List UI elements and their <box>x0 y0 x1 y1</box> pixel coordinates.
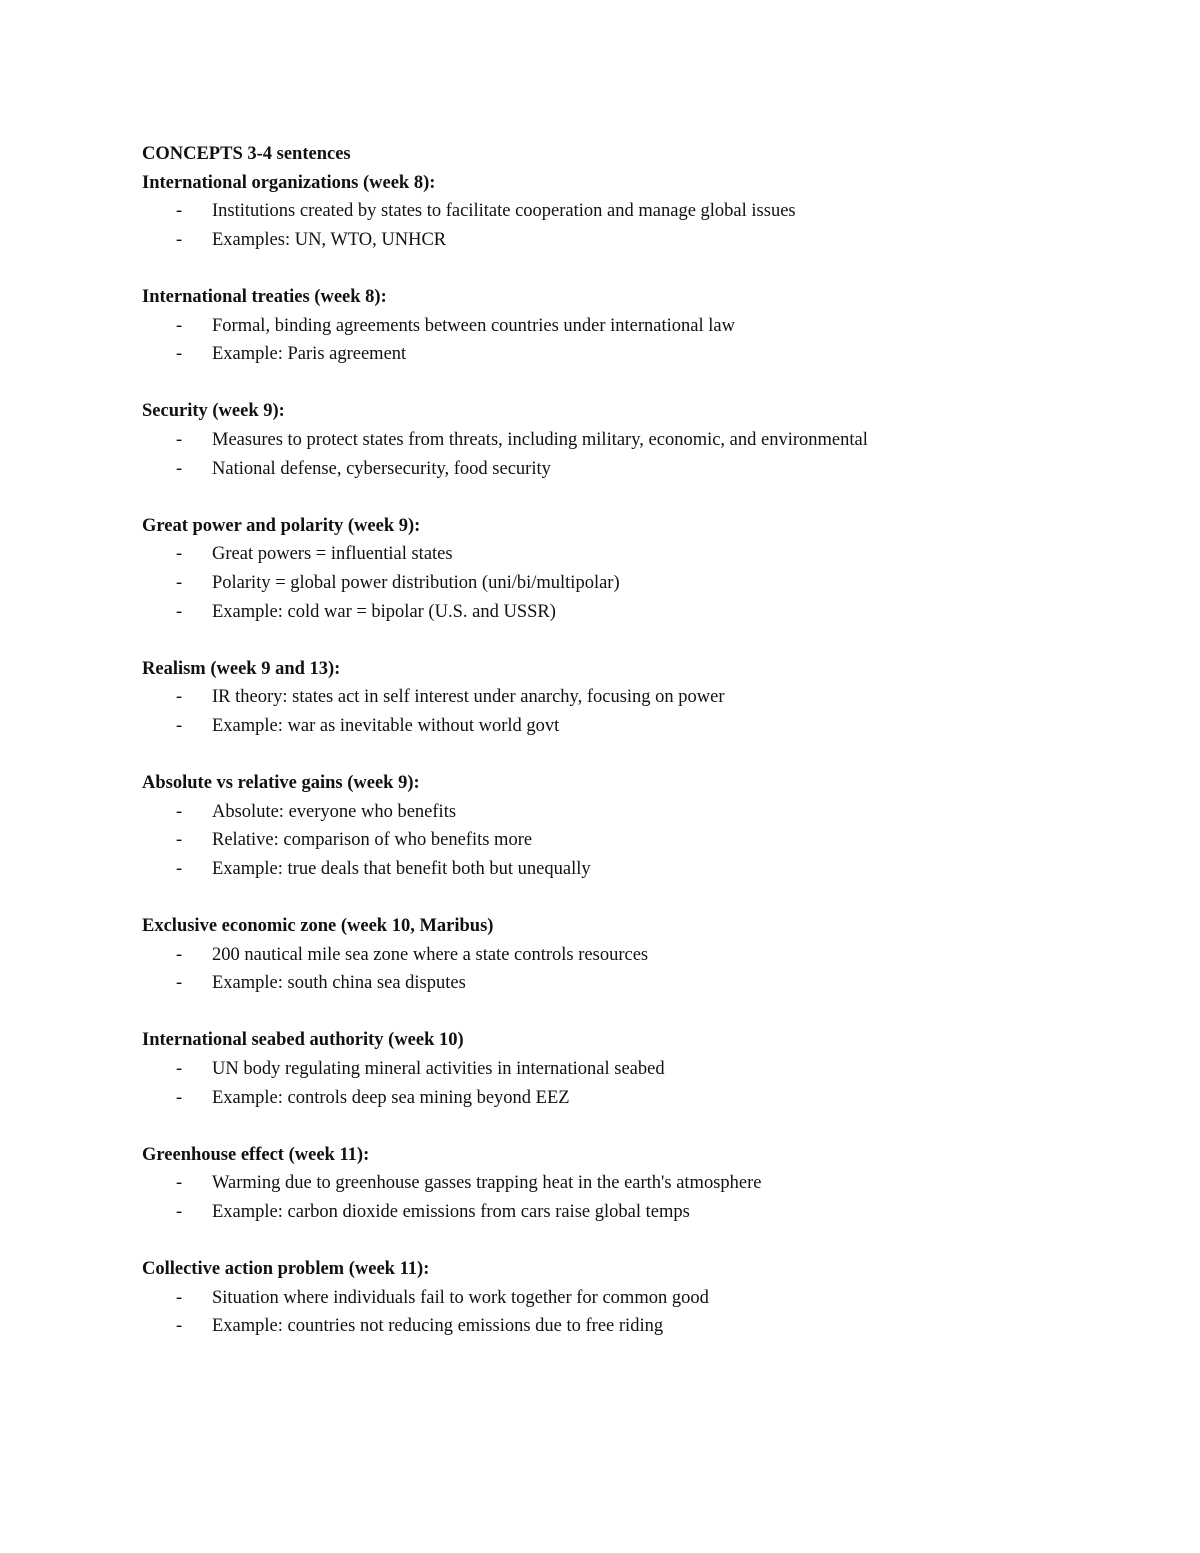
section-heading: Collective action problem (week 11): <box>142 1259 430 1280</box>
list-item <box>142 1198 1122 1227</box>
document-title: CONCEPTS 3-4 sentences <box>142 144 351 164</box>
list-item-text: Example: war as inevitable without world govt <box>212 715 560 736</box>
bullet-dash: - <box>176 830 183 851</box>
section-heading: Greenhouse effect (week 11): <box>142 1144 370 1165</box>
list-item <box>142 712 1122 741</box>
bullet-dash: - <box>176 973 183 994</box>
list-item <box>142 855 1122 884</box>
list-item <box>142 1055 1122 1084</box>
list-item <box>142 455 1122 484</box>
list-item <box>142 426 1122 455</box>
section-heading: International seabed authority (week 10) <box>142 1030 464 1051</box>
list-item <box>142 197 1122 226</box>
bullet-dash: - <box>176 229 183 250</box>
section-heading: International organizations (week 8): <box>142 172 436 193</box>
section-absolute-relative-gains <box>142 769 1122 883</box>
section-international-organizations <box>142 169 1122 255</box>
section-great-power-polarity <box>142 512 1122 626</box>
document-page <box>142 140 1122 1370</box>
list-item <box>142 598 1122 627</box>
list-item-text: Formal, binding agreements between countries under international law <box>212 315 735 336</box>
bullet-dash: - <box>176 429 183 450</box>
list-item-text: Example: Paris agreement <box>212 344 407 365</box>
bullet-dash: - <box>176 687 183 708</box>
list-item <box>142 226 1122 255</box>
bullet-dash: - <box>176 572 183 593</box>
list-item-text: Examples: UN, WTO, UNHCR <box>212 229 447 250</box>
list-item-text: Absolute: everyone who benefits <box>212 801 457 822</box>
bullet-list <box>142 798 1122 884</box>
list-item <box>142 826 1122 855</box>
section-heading: International treaties (week 8): <box>142 286 387 307</box>
section-security <box>142 397 1122 483</box>
bullet-dash: - <box>176 1087 183 1108</box>
list-item-text: Example: carbon dioxide emissions from cars raise global temps <box>212 1201 690 1222</box>
section-international-seabed-authority <box>142 1026 1122 1112</box>
list-item-text: Situation where individuals fail to work together for common good <box>212 1287 709 1308</box>
list-item-text: Polarity = global power distribution (uni/bi/multipolar) <box>212 572 620 593</box>
section-heading: Exclusive economic zone (week 10, Maribus) <box>142 916 494 937</box>
section-collective-action-problem <box>142 1255 1122 1341</box>
bullet-list <box>142 1169 1122 1226</box>
list-item <box>142 1284 1122 1313</box>
list-item-text: Example: countries not reducing emissions due to free riding <box>212 1316 664 1337</box>
list-item-text: Measures to protect states from threats, including military, economic, and environmental <box>212 429 868 450</box>
section-exclusive-economic-zone <box>142 912 1122 998</box>
list-item-text: Example: true deals that benefit both but unequally <box>212 858 591 879</box>
list-item <box>142 1084 1122 1113</box>
bullet-dash: - <box>176 544 183 565</box>
list-item <box>142 340 1122 369</box>
bullet-list <box>142 197 1122 254</box>
bullet-list <box>142 540 1122 626</box>
list-item-text: 200 nautical mile sea zone where a state controls resources <box>212 944 649 965</box>
list-item <box>142 1312 1122 1341</box>
list-item <box>142 969 1122 998</box>
list-item <box>142 1169 1122 1198</box>
list-item <box>142 683 1122 712</box>
list-item-text: Great powers = influential states <box>212 544 453 565</box>
list-item-text: Example: controls deep sea mining beyond EEZ <box>212 1087 570 1108</box>
list-item <box>142 569 1122 598</box>
section-heading: Realism (week 9 and 13): <box>142 658 341 679</box>
list-item-text: Relative: comparison of who benefits more <box>212 830 533 851</box>
section-greenhouse-effect <box>142 1141 1122 1227</box>
list-item-text: Institutions created by states to facilitate cooperation and manage global issues <box>212 201 796 222</box>
bullet-list <box>142 1055 1122 1112</box>
list-item <box>142 540 1122 569</box>
list-item-text: Warming due to greenhouse gasses trapping heat in the earth's atmosphere <box>212 1173 762 1194</box>
bullet-dash: - <box>176 315 183 336</box>
list-item-text: IR theory: states act in self interest under anarchy, focusing on power <box>212 687 725 708</box>
list-item <box>142 312 1122 341</box>
bullet-dash: - <box>176 1059 183 1079</box>
bullet-dash: - <box>176 1173 183 1194</box>
bullet-dash: - <box>176 344 183 365</box>
bullet-dash: - <box>176 944 183 965</box>
bullet-dash: - <box>176 858 183 879</box>
bullet-dash: - <box>176 715 183 736</box>
section-heading: Great power and polarity (week 9): <box>142 515 421 536</box>
bullet-dash: - <box>176 201 183 222</box>
section-heading: Security (week 9): <box>142 401 285 422</box>
bullet-list <box>142 683 1122 740</box>
list-item <box>142 798 1122 827</box>
bullet-list <box>142 1284 1122 1341</box>
bullet-dash: - <box>176 1287 183 1308</box>
list-item-text: National defense, cybersecurity, food security <box>212 458 551 479</box>
list-item-text: Example: cold war = bipolar (U.S. and USSR) <box>212 601 556 622</box>
bullet-dash: - <box>176 601 183 622</box>
bullet-list <box>142 312 1122 369</box>
list-item-text: UN body regulating mineral activities in international seabed <box>212 1059 665 1079</box>
list-item-text: Example: south china sea disputes <box>212 973 466 994</box>
bullet-dash: - <box>176 1201 183 1222</box>
bullet-dash: - <box>176 458 183 479</box>
bullet-list <box>142 426 1122 483</box>
section-heading: Absolute vs relative gains (week 9): <box>142 773 420 794</box>
list-item <box>142 941 1122 970</box>
bullet-list <box>142 941 1122 998</box>
bullet-dash: - <box>176 801 183 822</box>
section-realism <box>142 655 1122 741</box>
section-international-treaties <box>142 283 1122 369</box>
bullet-dash: - <box>176 1316 183 1337</box>
